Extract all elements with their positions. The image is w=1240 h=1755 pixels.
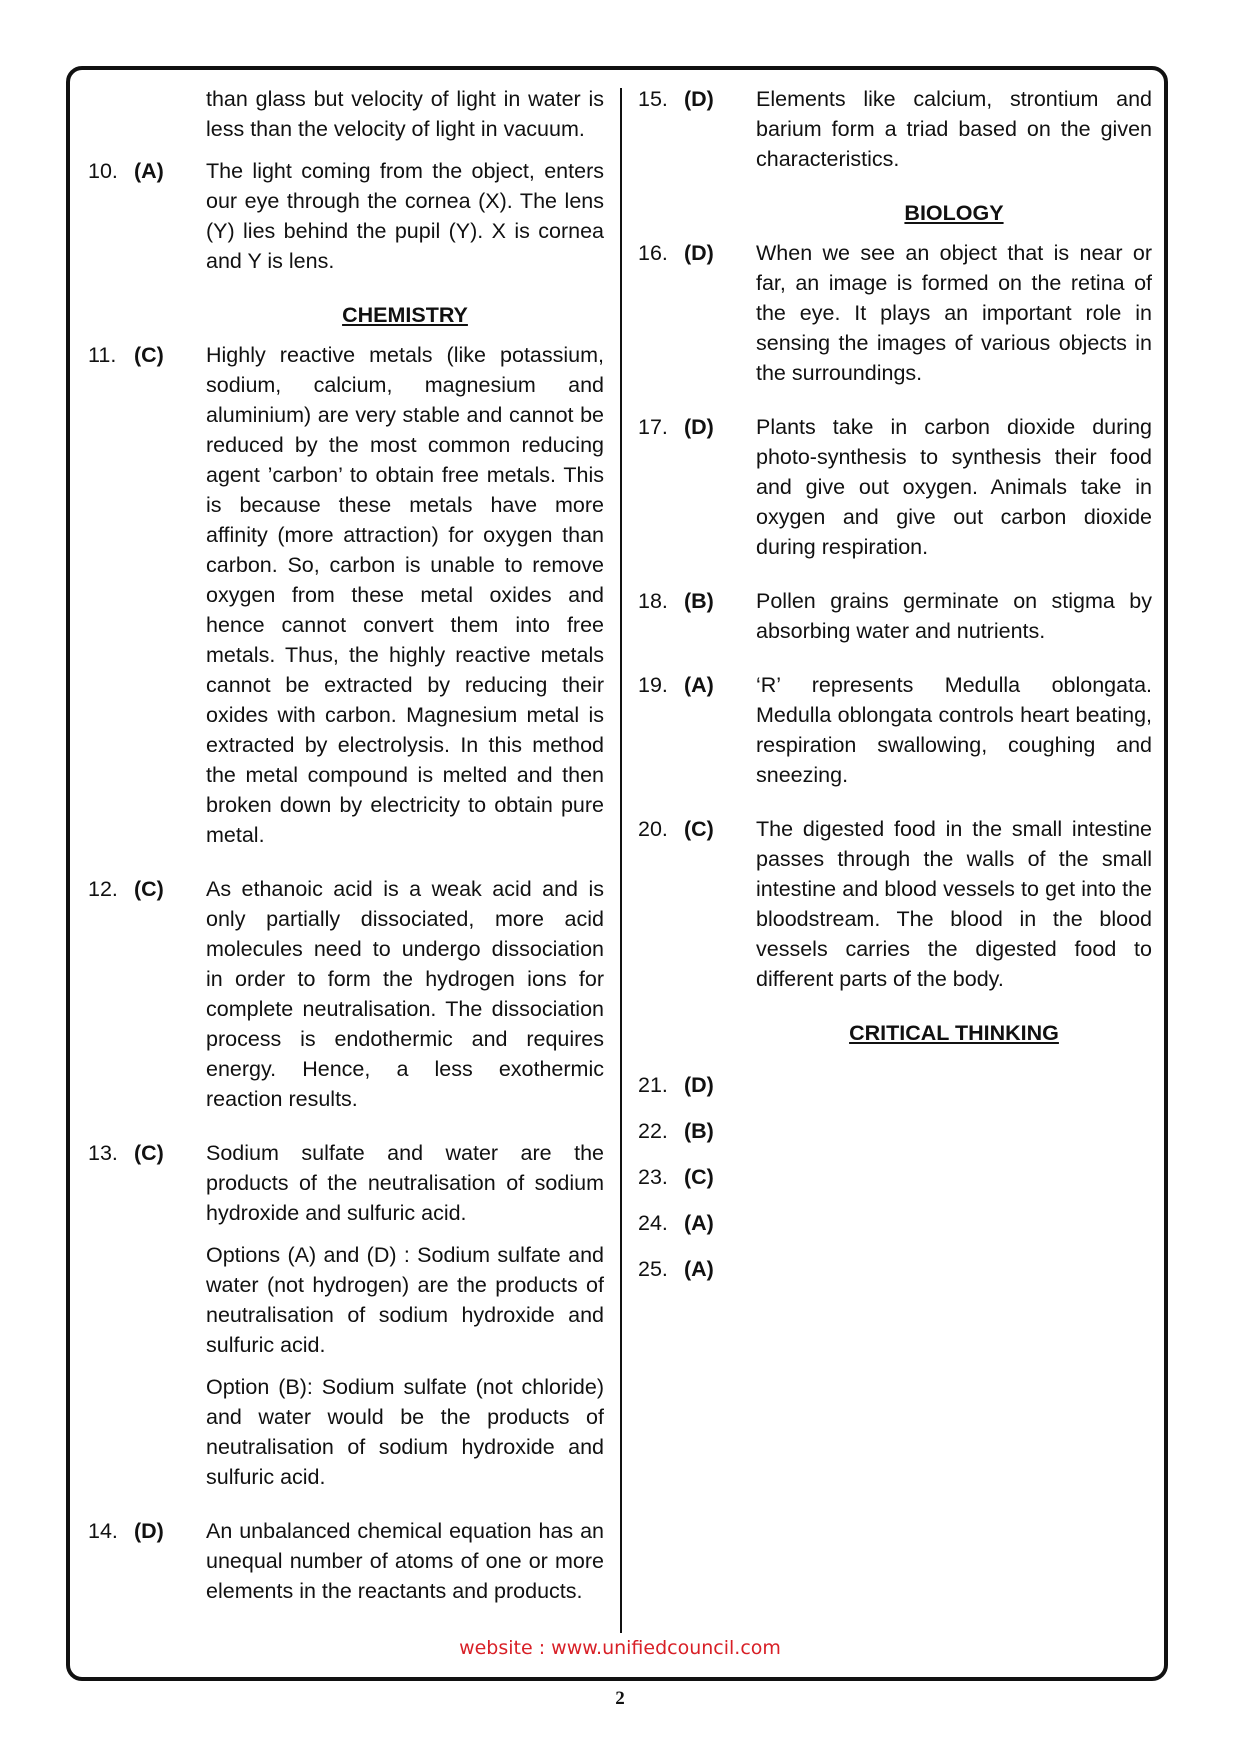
- answer-item-15: [638, 84, 1152, 186]
- question-number: 18.: [638, 589, 668, 613]
- answer-item-23: [638, 1162, 1152, 1192]
- question-number: 11.: [88, 343, 117, 367]
- answer-option: (A): [684, 673, 714, 697]
- question-number: 10.: [88, 159, 118, 183]
- question-number: 24.: [638, 1211, 668, 1235]
- answer-option: (A): [134, 159, 164, 183]
- answer-option: (A): [684, 1257, 714, 1281]
- question-number: 13.: [88, 1141, 118, 1165]
- continuation-text: than glass but velocity of light in water is less than the velocity of light in vacuum.: [206, 87, 604, 141]
- answer-item-20: [638, 814, 1152, 1006]
- answer-item-13: [88, 1138, 604, 1504]
- answer-option: (B): [684, 589, 714, 613]
- answer-option: (D): [684, 241, 714, 265]
- answer-option: (D): [134, 1519, 164, 1543]
- answer-item-17: [638, 412, 1152, 574]
- answer-option: (B): [684, 1119, 714, 1143]
- answer-item-24: [638, 1208, 1152, 1238]
- answer-option: (C): [684, 1165, 714, 1189]
- answer-option: (C): [134, 1141, 164, 1165]
- explanation-text: An unbalanced chemical equation has an unequal number of atoms of one or more elements in the reactants and products.: [206, 1519, 604, 1603]
- question-number: 20.: [638, 817, 668, 841]
- explanation-text: ‘R’ represents Medulla oblongata. Medulla oblongata controls heart beating, respiration swallowing, coughing and sneezing.: [756, 673, 1152, 787]
- answer-item-18: [638, 586, 1152, 658]
- answer-option: (C): [134, 877, 164, 901]
- explanation-text: Elements like calcium, strontium and barium form a triad based on the given characteristics.: [756, 87, 1152, 171]
- question-number: 15.: [638, 87, 668, 111]
- section-heading-chemistry: CHEMISTRY: [342, 303, 468, 327]
- question-number: 17.: [638, 415, 668, 439]
- answer-item-12: [88, 874, 604, 1126]
- answer-item-25: [638, 1254, 1152, 1284]
- question-number: 22.: [638, 1119, 668, 1143]
- left-column: [88, 84, 604, 1630]
- answer-item-19: [638, 670, 1152, 802]
- question-number: 25.: [638, 1257, 668, 1281]
- explanation-text: Sodium sulfate and water are the products of the neutralisation of sodium hydroxide and sulfuric acid.: [206, 1141, 604, 1225]
- answer-option: (C): [684, 817, 714, 841]
- question-number: 21.: [638, 1073, 668, 1097]
- explanation-text: When we see an object that is near or far, an image is formed on the retina of the eye. It plays an important role in sensing the images of various objects in the surroundings.: [756, 241, 1152, 385]
- question-number: 19.: [638, 673, 668, 697]
- question-number: 16.: [638, 241, 668, 265]
- answer-option: (A): [684, 1211, 714, 1235]
- explanation-text: Plants take in carbon dioxide during photo-synthesis to synthesis their food and give out oxygen. Animals take in oxygen and give out carbon dioxide during respiration.: [756, 415, 1152, 559]
- explanation-text: Pollen grains germinate on stigma by absorbing water and nutrients.: [756, 589, 1152, 643]
- column-divider: [620, 88, 622, 1633]
- explanation-text: The digested food in the small intestine passes through the walls of the small intestine and blood vessels to get into the bloodstream. The blood in the blood vessels carries the digested food to different parts of the body.: [756, 817, 1152, 991]
- answer-item-14: [88, 1516, 604, 1618]
- continuation-block: [88, 84, 604, 144]
- section-heading-biology: BIOLOGY: [904, 201, 1004, 225]
- page-number: 2: [615, 1688, 625, 1709]
- explanation-text-option-b: Option (B): Sodium sulfate (not chloride) and water would be the products of neutralisation of sodium hydroxide and sulfuric acid.: [206, 1375, 604, 1489]
- section-heading-critical-thinking: CRITICAL THINKING: [849, 1021, 1059, 1045]
- answer-option: (D): [684, 87, 714, 111]
- answer-item-21: [638, 1070, 1152, 1100]
- explanation-text: Highly reactive metals (like potassium, sodium, calcium, magnesium and aluminium) are very stable and cannot be reduced by the most common reducing agent ’carbon’ to obtain free metals. This is because these metals have more affinity (more attraction) for oxygen than carbon. So, carbon is unable to remove oxygen from these metal oxides and hence cannot convert them into free metals. Thus, the highly reactive metals cannot be extracted by reducing their oxides with carbon. Magnesium metal is extracted by electrolysis. In this method the metal compound is melted and then broken down by electricity to obtain pure metal.: [206, 343, 604, 847]
- question-number: 14.: [88, 1519, 118, 1543]
- footer-website-link[interactable]: website : www.unifiedcouncil.com: [459, 1637, 781, 1659]
- right-column: [638, 84, 1152, 1300]
- answer-item-16: [638, 238, 1152, 400]
- answer-option: (D): [684, 415, 714, 439]
- answer-item-22: [638, 1116, 1152, 1146]
- explanation-text: The light coming from the object, enters our eye through the cornea (X). The lens (Y) lies behind the pupil (Y). X is cornea and Y is lens.: [206, 159, 604, 273]
- answer-item-10: [88, 156, 604, 288]
- question-number: 23.: [638, 1165, 668, 1189]
- question-number: 12.: [88, 877, 118, 901]
- answer-item-11: [88, 340, 604, 862]
- answer-option: (C): [134, 343, 164, 367]
- explanation-text: As ethanoic acid is a weak acid and is only partially dissociated, more acid molecules need to undergo dissociation in order to form the hydrogen ions for complete neutralisation. The dissociation process is endothermic and requires energy. Hence, a less exothermic reaction results.: [206, 877, 604, 1111]
- answer-option: (D): [684, 1073, 714, 1097]
- explanation-text-options-a-d: Options (A) and (D) : Sodium sulfate and water (not hydrogen) are the products of neutralisation of sodium hydroxide and sulfuric acid.: [206, 1243, 604, 1357]
